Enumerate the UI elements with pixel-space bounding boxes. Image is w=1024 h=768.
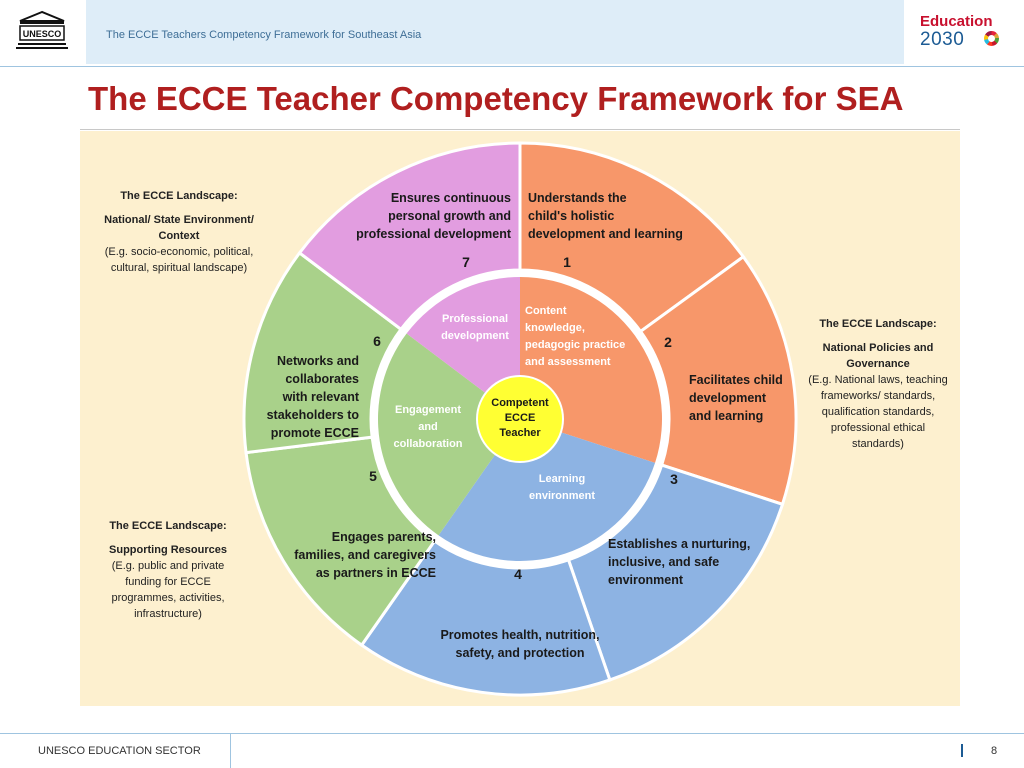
segment-number: 4 [514,566,522,582]
segment-5-text: families, and caregivers [294,548,436,562]
landscape-heading: The ECCE Landscape: [109,520,227,532]
brand-year: 2030 [920,29,965,50]
brand-top: Education [920,13,993,30]
landscape-heading: The ECCE Landscape: [819,318,937,330]
inner-label-engagement: collaboration [393,438,463,450]
inner-label-engagement: and [418,421,438,433]
landscape-detail: (E.g. public and private funding for ECCE programmes, activities, infrastructure) [111,560,225,620]
segment-number: 3 [670,471,678,487]
landscape-heading: The ECCE Landscape: [120,190,238,202]
segment-7-text: personal growth and [388,209,511,223]
inner-label-content: and assessment [525,356,611,368]
segment-6-text: promote ECCE [270,426,359,440]
segment-3-text: inclusive, and safe [608,555,720,569]
landscape-subheading: Supporting Resources [109,544,227,556]
center-label: Teacher [499,427,541,439]
page-number: 8 [991,745,998,757]
segment-number: 1 [563,254,571,270]
segment-1-text: child's holistic [528,209,615,223]
page-title: The ECCE Teacher Competency Framework for SEA [88,80,904,117]
inner-label-learning: Learning [538,473,586,485]
segment-number: 5 [369,468,377,484]
segment-5-text: as partners in ECCE [315,566,436,580]
footer-marker [961,744,963,757]
footer-separator [230,733,231,768]
segment-6-text: collaborates [285,372,359,386]
landscape-detail: (E.g. socio-economic, political, cultural, spiritual landscape) [104,246,254,274]
inner-label-learning: environment [528,490,596,502]
segment-6-text: stakeholders to [266,408,359,422]
logo-text: UNESCO [22,29,62,39]
landscape-subheading: National Policies and Governance [822,342,934,370]
segment-6-text: Networks and [277,354,359,368]
segment-1-text: Understands the [528,191,627,205]
segment-4-text: safety, and protection [455,646,585,660]
header-subtitle: The ECCE Teachers Competency Framework for Southeast Asia [106,29,422,41]
inner-label-content: Content [525,305,567,317]
segment-2-text: Facilitates child [689,373,783,387]
segment-3-text: Establishes a nurturing, [608,537,751,551]
segment-5-text: Engages parents, [331,530,436,544]
segment-number: 2 [664,334,672,350]
inner-label-content: knowledge, [525,322,585,334]
inner-label-professional: Professional [441,313,509,325]
inner-label-content: pedagogic practice [525,339,626,351]
segment-7-text: Ensures continuous [390,191,511,205]
segment-2-text: development [689,391,767,405]
segment-4-text: Promotes health, nutrition, [440,628,600,642]
segment-number: 6 [373,333,381,349]
landscape-detail: (E.g. National laws, teaching frameworks/ standards, qualification standards, professional ethical standards) [808,374,948,450]
center-label: Competent [491,397,549,409]
segment-number: 7 [462,254,470,270]
segment-3-text: environment [608,573,684,587]
segment-2-text: and learning [689,409,764,423]
segment-1-text: development and learning [528,227,683,241]
inner-label-professional: development [441,330,509,342]
inner-label-engagement: Engagement [394,404,462,416]
segment-6-text: with relevant [282,390,359,404]
segment-7-text: professional development [356,227,511,241]
footer-org: UNESCO EDUCATION SECTOR [38,745,201,757]
footer-divider [0,733,1024,734]
landscape-subheading: National/ State Environment/ Context [104,214,254,242]
center-label: ECCE [504,412,536,424]
